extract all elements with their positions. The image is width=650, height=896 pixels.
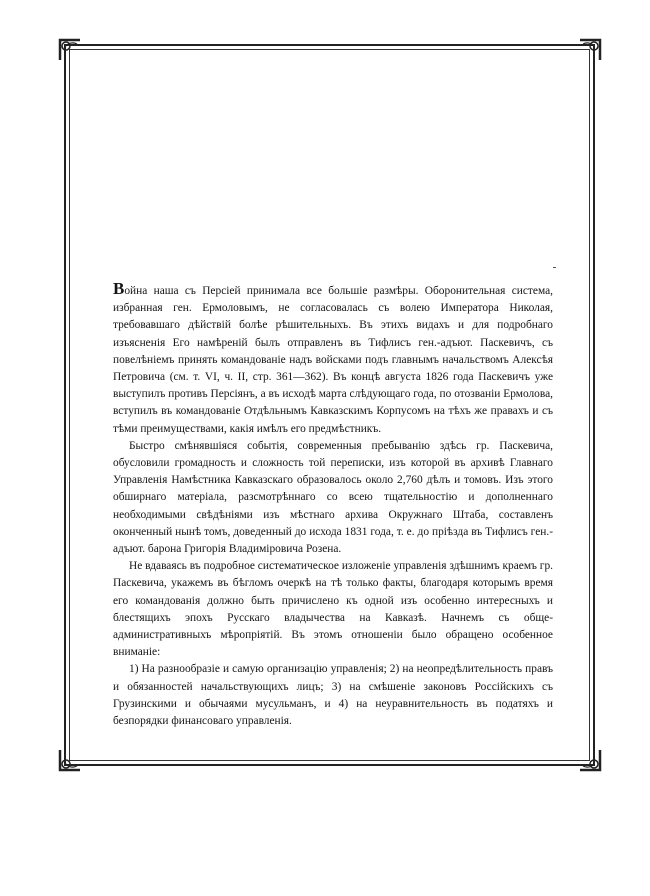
corner-ornament-bottom-right [577, 747, 603, 773]
corner-ornament-bottom-left [57, 747, 83, 773]
paragraph-2: Быстро смѣнявшіяся событія, современныя пребыванію здѣсь гр. Паскевича, обусловили громадность и сложность той переписки, изъ которой въ архивѣ Главнаго Управленія Намѣстника Кавказскаго образовалось около 2,760 дѣлъ и томовъ. Изъ этого обширнаго матеріала, разсмотрѣннаго со всею тщательностію и дополненнаго необходимыми свѣдѣніями изъ мѣстнаго архива Окружнаго Штаба, составленъ оконченный нынѣ томъ, доведенный до исхода 1831 года, т. е. до пріѣзда въ Тифлисъ ген.-адъют. барона Григорія Владиміровича Розена. [113, 439, 553, 556]
corner-ornament-top-left [57, 37, 83, 63]
dropcap-letter: В [113, 279, 125, 298]
corner-ornament-top-right [577, 37, 603, 63]
print-speck [553, 267, 556, 268]
paragraph-3: Не вдаваясь въ подробное систематическое изложеніе управленія здѣшнимъ краемъ гр. Паскевича, укажемъ въ бѣгломъ очеркѣ на тѣ только факты, благодаря которымъ время его командованія должно быть причислено къ одной изъ особенно интересныхъ и блестящихъ эпохъ Русскаго владычества на Кавказѣ. Начнемъ съ обще-административныхъ мѣропріятій. Въ этомъ отношеніи было обращено особенное вниманіе: [113, 560, 553, 659]
paragraph-1 [113, 279, 553, 438]
paragraph-4: 1) На разнообразіе и самую организацію управленія; 2) на неопредѣлительность правъ и обязанностей начальствующихъ лицъ; 3) на смѣшеніе законовъ Россійскихъ съ Грузинскими и обычаями мусульманъ, и 4) на неуравнительность въ податяхъ и безпорядки финансоваго управленія. [113, 663, 553, 728]
paragraph-1-text: ойна наша съ Персіей принимала все большіе размѣры. Оборонительная система, избранная ген. Ермоловымъ, не согласовалась съ волею Императора Николая, требовавшаго дѣйствій болѣе рѣшительныхъ. Въ этихъ видахъ и для подробнаго изъясненія Его намѣреній былъ отправленъ въ Тифлисъ ген.-адъют. Паскевичъ, съ повелѣніемъ принять командованіе надъ войсками подъ главнымъ начальствомъ Алексѣя Петровича (см. т. VI, ч. II, стр. 361—362). Въ концѣ августа 1826 года Паскевичъ уже выступилъ противъ Персіянъ, а въ исходѣ марта слѣдующаго года, по отозваніи Ермолова, вступилъ въ командованіе Отдѣльнымъ Кавказскимъ Корпусомъ на тѣхъ же правахъ и съ тѣми преимуществами, какія имѣлъ его предмѣстникъ. [113, 285, 553, 435]
body-text [113, 279, 553, 730]
